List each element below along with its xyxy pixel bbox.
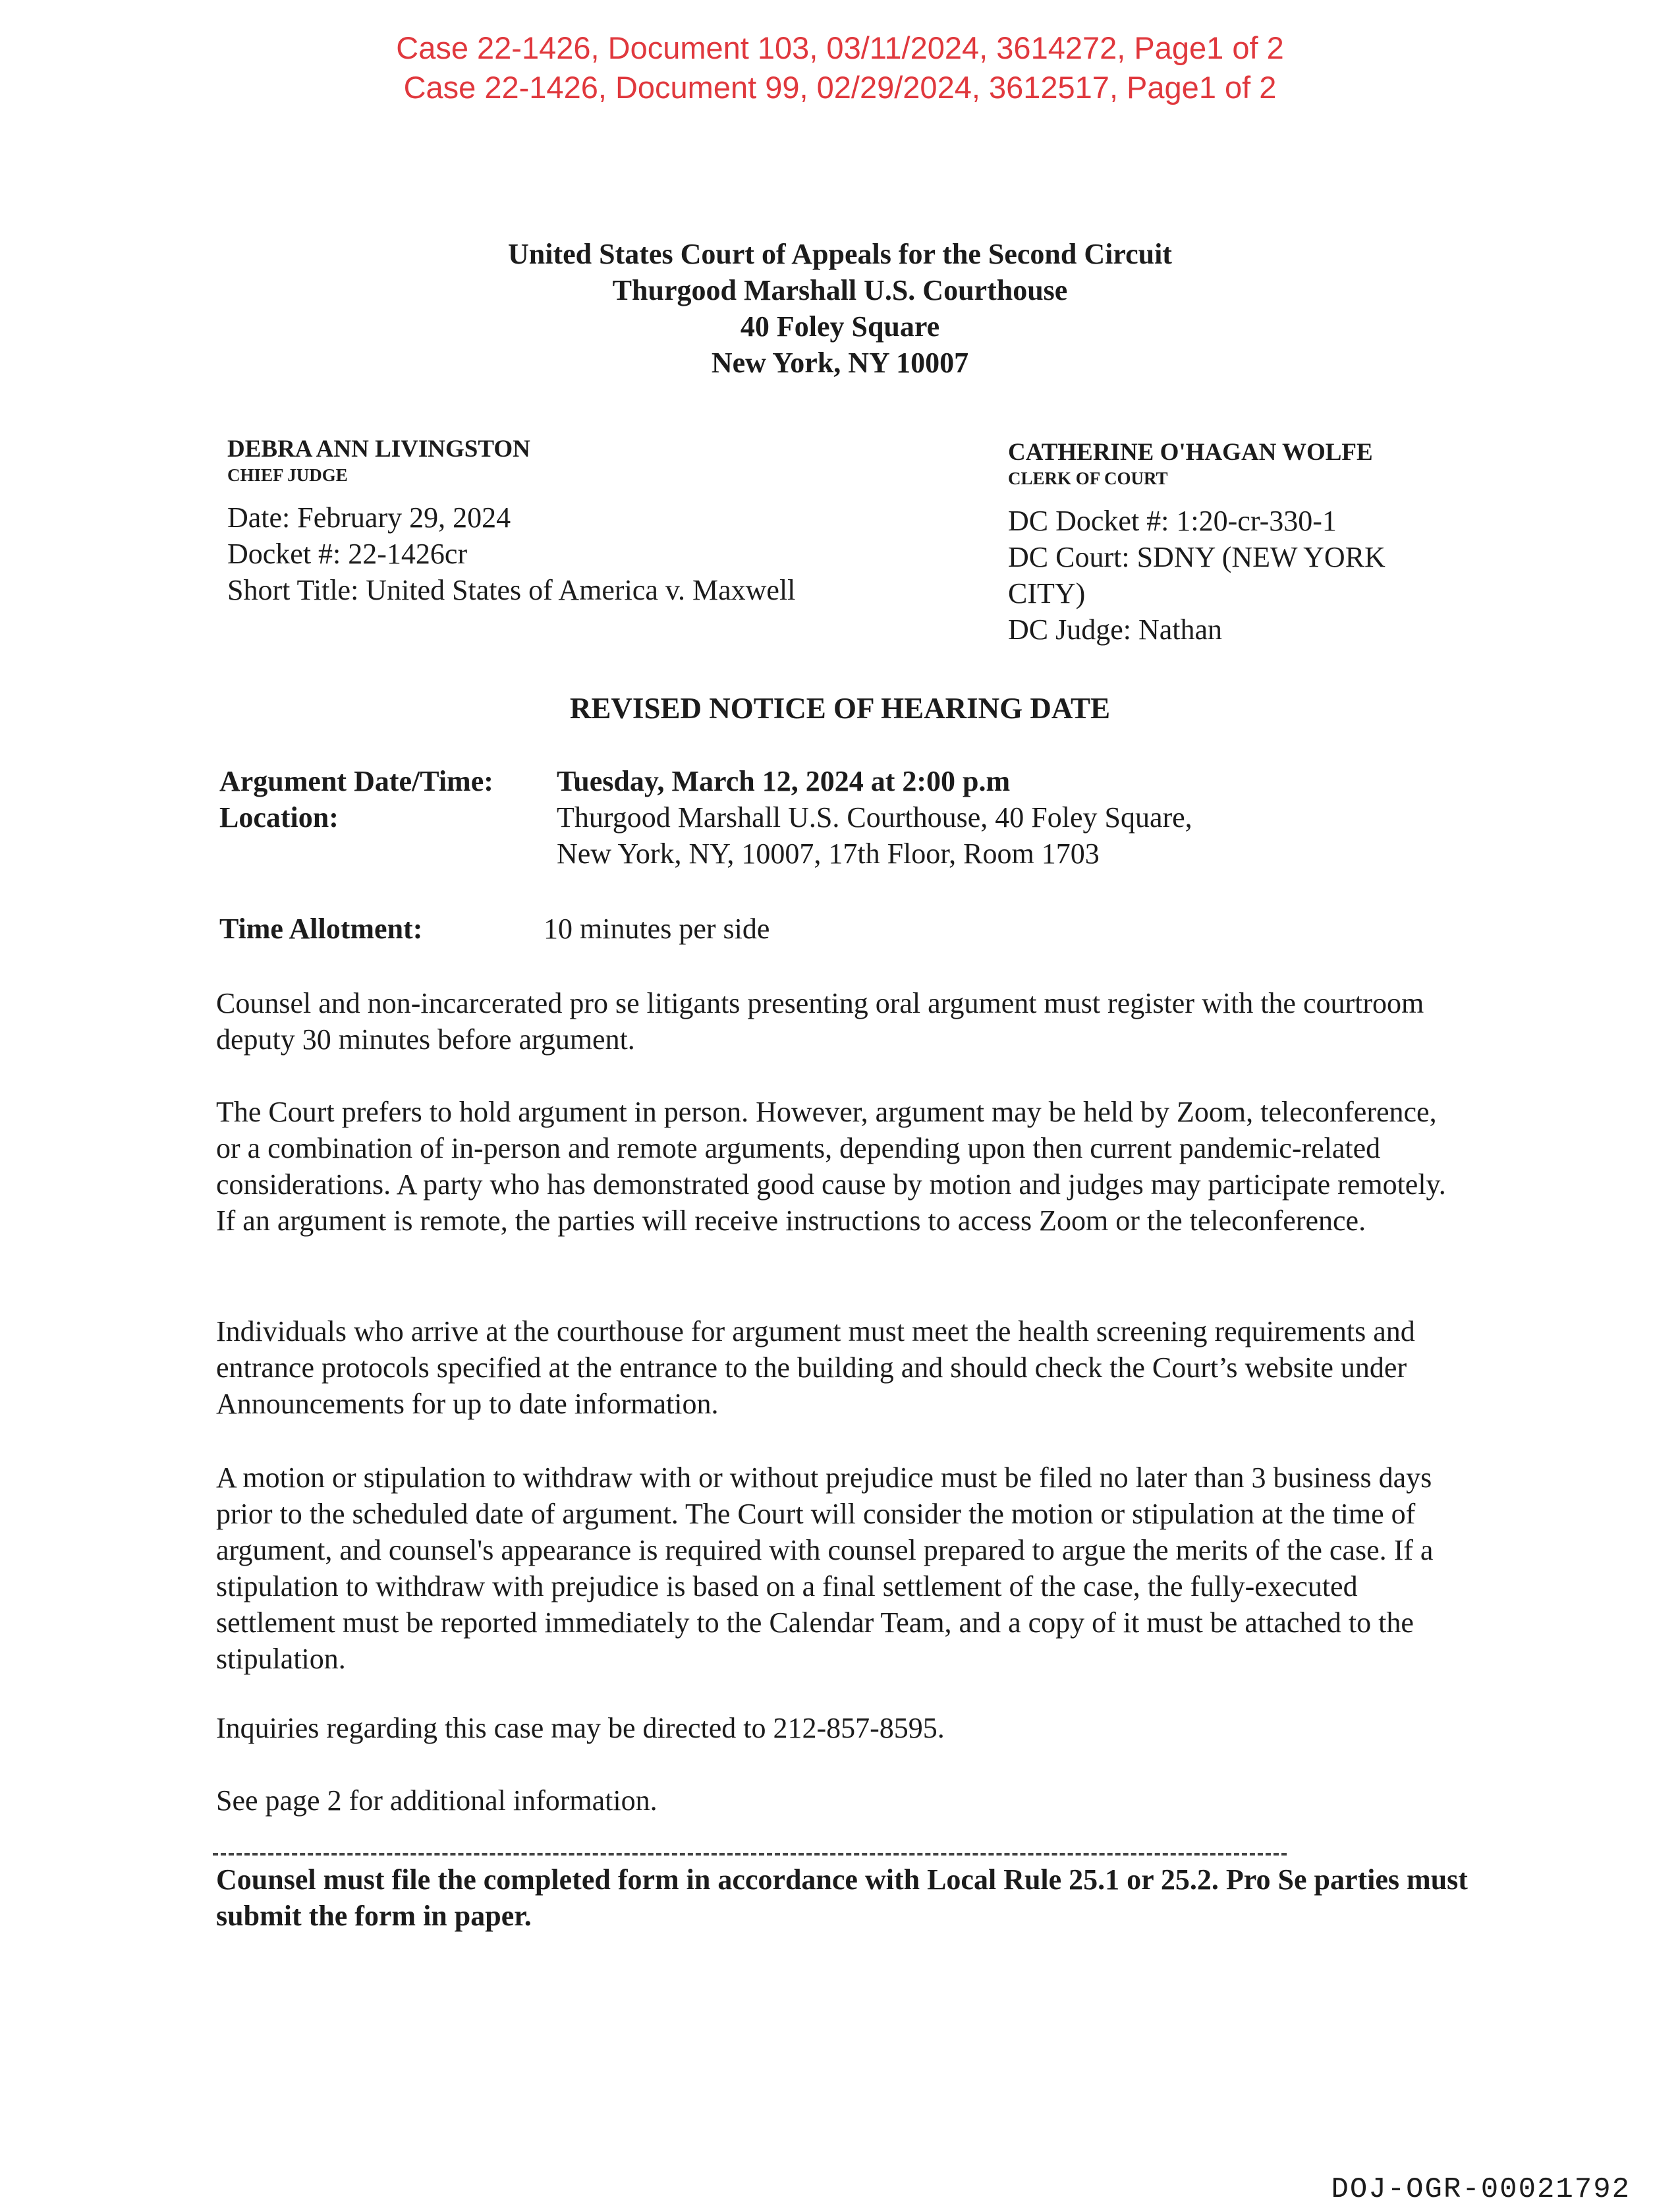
location-line-2: New York, NY, 10007, 17th Floor, Room 1703 bbox=[557, 837, 1100, 870]
paragraph-see-page-2: See page 2 for additional information. bbox=[216, 1784, 658, 1817]
paragraph-in-person: The Court prefers to hold argument in person. However, argument may be held by Zoom, teleconference, or a combination of in-person and remote arguments, depending upon then current pandemic-related considerations. A party who has demonstrated good cause by motion and judges may participate remotely. If an argument is remote, the parties will receive instructions to access Zoom or the teleconference. bbox=[216, 1096, 1446, 1237]
dc-judge: DC Judge: Nathan bbox=[1008, 613, 1223, 646]
argument-date-value: Tuesday, March 12, 2024 at 2:00 p.m bbox=[557, 765, 1011, 797]
case-stamp-line-1: Case 22-1426, Document 103, 03/11/2024, 3614272, Page1 of 2 bbox=[396, 30, 1284, 65]
paragraph-health-screening: Individuals who arrive at the courthouse for argument must meet the health screening requirements and entrance protocols specified at the entrance to the building and should check the Court’s website under Announcements for up to date information. bbox=[216, 1315, 1415, 1420]
chief-judge-block bbox=[227, 435, 952, 608]
paragraph-inquiries: Inquiries regarding this case may be directed to 212-857-8595. bbox=[216, 1712, 945, 1744]
notice-title: REVISED NOTICE OF HEARING DATE bbox=[569, 692, 1111, 725]
dc-docket: DC Docket #: 1:20-cr-330-1 bbox=[1008, 505, 1337, 537]
dc-court-line-1: DC Court: SDNY (NEW YORK bbox=[1008, 541, 1386, 573]
paragraph-registration: Counsel and non-incarcerated pro se litigants presenting oral argument must register with the courtroom deputy 30 minutes before argument. bbox=[216, 987, 1424, 1056]
chief-judge-name: DEBRA ANN LIVINGSTON bbox=[227, 436, 530, 463]
short-title: Short Title: United States of America v. Maxwell bbox=[227, 574, 796, 606]
paragraph-form-instructions: Counsel must file the completed form in accordance with Local Rule 25.1 or 25.2. Pro Se parties must submit the form in paper. bbox=[216, 1863, 1468, 1932]
location-label: Location: bbox=[219, 801, 339, 834]
court-street: 40 Foley Square bbox=[740, 310, 940, 343]
case-stamp-line-2: Case 22-1426, Document 99, 02/29/2024, 3612517, Page1 of 2 bbox=[403, 70, 1277, 105]
paragraph-withdrawal: A motion or stipulation to withdraw with or without prejudice must be filed no later than 3 business days prior to the scheduled date of argument. The Court will consider the motion or stipulation at the time of argument, and counsel's appearance is required with counsel prepared to argue the merits of the case. If a stipulation to withdraw with prejudice is based on a final settlement of the case, the fully-executed settlement must be reported immediately to the Calendar Team, and a copy of it must be attached to the stipulation. bbox=[216, 1461, 1434, 1675]
notice-date: Date: February 29, 2024 bbox=[227, 501, 511, 534]
time-allotment-label: Time Allotment: bbox=[219, 913, 423, 945]
bates-number: DOJ-OGR-00021792 bbox=[1331, 2173, 1631, 2206]
chief-judge-role: CHIEF JUDGE bbox=[227, 465, 348, 485]
dashed-separator bbox=[213, 1853, 1287, 1856]
dc-court-line-2: CITY) bbox=[1008, 577, 1086, 610]
courthouse-name: Thurgood Marshall U.S. Courthouse bbox=[612, 274, 1068, 306]
location-line-1: Thurgood Marshall U.S. Courthouse, 40 Foley Square, bbox=[557, 801, 1192, 834]
argument-date-label: Argument Date/Time: bbox=[219, 765, 493, 797]
clerk-role: CLERK OF COURT bbox=[1008, 468, 1168, 488]
court-name: United States Court of Appeals for the Second Circuit bbox=[508, 238, 1172, 270]
clerk-name: CATHERINE O'HAGAN WOLFE bbox=[1008, 439, 1373, 466]
time-allotment-value: 10 minutes per side bbox=[544, 913, 770, 945]
court-city: New York, NY 10007 bbox=[711, 347, 969, 379]
court-header bbox=[0, 236, 1680, 381]
clerk-block bbox=[1008, 438, 1469, 648]
docket-number: Docket #: 22-1426cr bbox=[227, 538, 468, 570]
